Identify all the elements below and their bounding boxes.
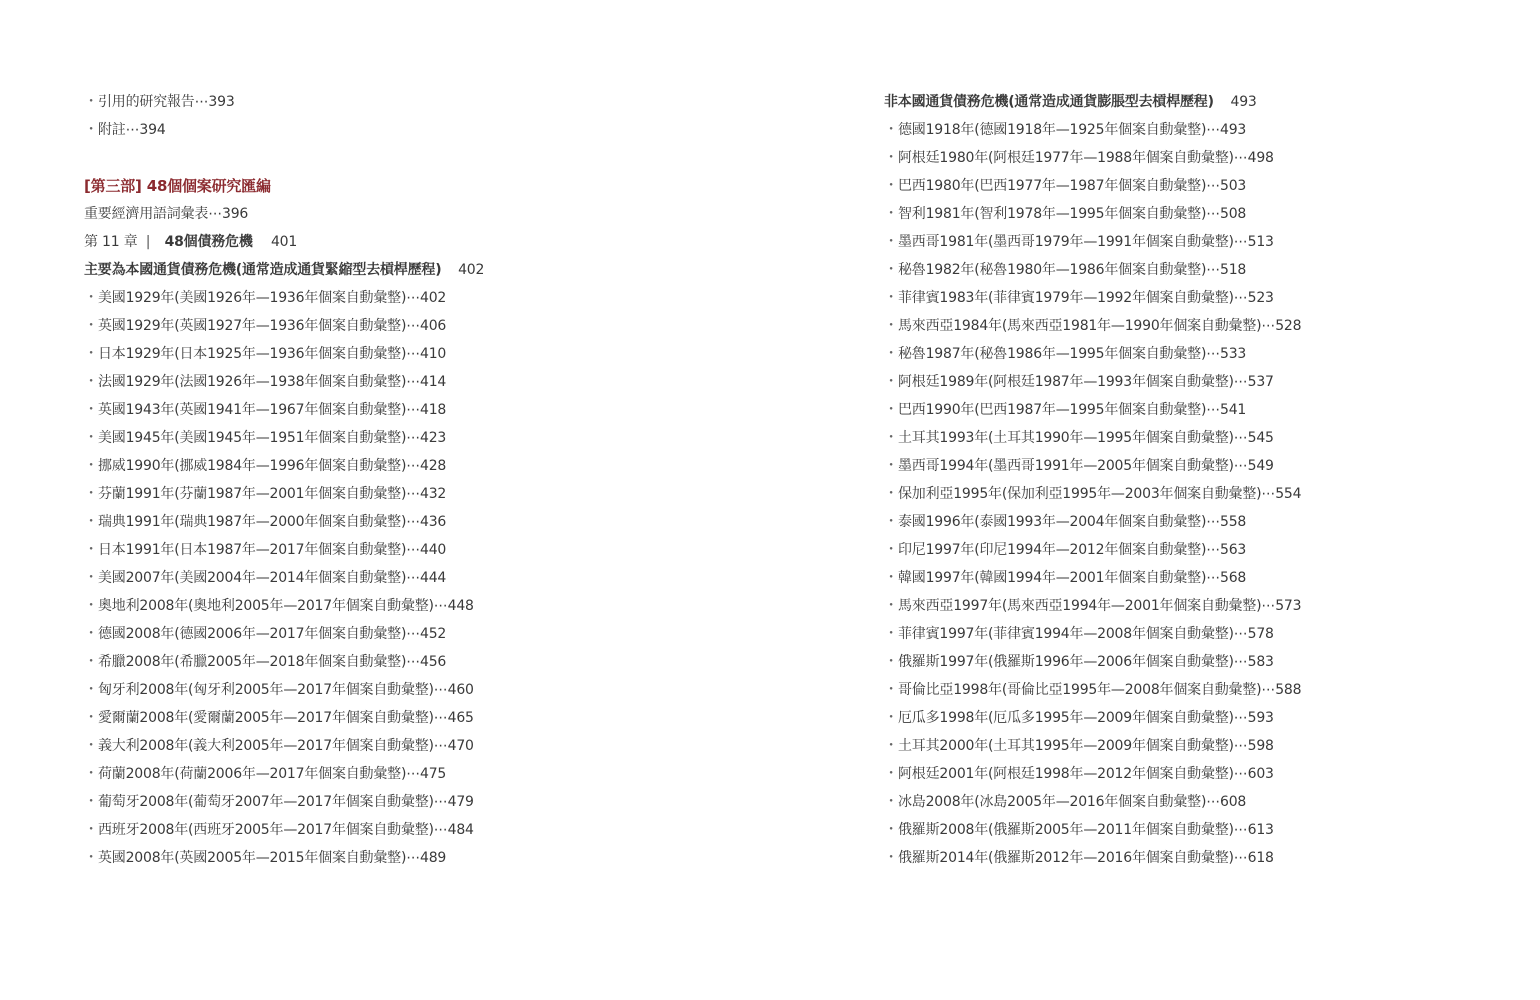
bullet-icon: ・ — [884, 486, 898, 502]
section-heading-domestic — [84, 256, 784, 284]
bullet-icon: ・ — [884, 290, 898, 306]
bullet-icon: ・ — [84, 402, 98, 418]
bullet-icon: ・ — [884, 206, 898, 222]
toc-entry — [84, 116, 784, 144]
bullet-icon: ・ — [884, 346, 898, 362]
toc-entry — [84, 760, 784, 788]
bullet-icon: ・ — [884, 598, 898, 614]
part-heading: [第三部] 48個個案研究匯編 — [84, 177, 271, 195]
toc-entry-text: 俄羅斯2008年(俄羅斯2005年—2011年個案自動彙整)⋯613 — [898, 822, 1274, 838]
bullet-icon: ・ — [84, 682, 98, 698]
toc-entry-text: 阿根廷2001年(阿根廷1998年—2012年個案自動彙整)⋯603 — [898, 766, 1274, 782]
section-page-number: 493 — [1230, 94, 1257, 110]
bullet-icon: ・ — [84, 94, 98, 110]
bullet-icon: ・ — [84, 710, 98, 726]
toc-top-list — [84, 88, 784, 144]
bullet-icon: ・ — [84, 346, 98, 362]
bullet-icon: ・ — [84, 542, 98, 558]
toc-left-column — [84, 88, 784, 872]
chapter-separator: | — [145, 234, 151, 250]
toc-entry — [884, 704, 1524, 732]
toc-entry-text: 俄羅斯2014年(俄羅斯2012年—2016年個案自動彙整)⋯618 — [898, 850, 1274, 866]
bullet-icon: ・ — [84, 122, 98, 138]
toc-entry — [884, 732, 1524, 760]
toc-entry-text: 冰島2008年(冰島2005年—2016年個案自動彙整)⋯608 — [898, 794, 1247, 810]
toc-entry-text: 土耳其1993年(土耳其1990年—1995年個案自動彙整)⋯545 — [898, 430, 1274, 446]
toc-entry-text: 美國1945年(美國1945年—1951年個案自動彙整)⋯423 — [98, 430, 447, 446]
toc-entry — [884, 256, 1524, 284]
toc-entry — [84, 844, 784, 872]
toc-entries-foreign — [884, 116, 1524, 872]
bullet-icon: ・ — [884, 710, 898, 726]
toc-entry-text: 芬蘭1991年(芬蘭1987年—2001年個案自動彙整)⋯432 — [98, 486, 447, 502]
toc-entry — [884, 228, 1524, 256]
toc-entry — [84, 788, 784, 816]
bullet-icon: ・ — [84, 458, 98, 474]
toc-entry — [84, 732, 784, 760]
toc-entry-text: 厄瓜多1998年(厄瓜多1995年—2009年個案自動彙整)⋯593 — [898, 710, 1274, 726]
bullet-icon: ・ — [84, 850, 98, 866]
toc-entry — [884, 760, 1524, 788]
toc-entry-text: 巴西1990年(巴西1987年—1995年個案自動彙整)⋯541 — [898, 402, 1247, 418]
bullet-icon: ・ — [884, 850, 898, 866]
toc-entry — [884, 452, 1524, 480]
toc-entry — [884, 508, 1524, 536]
toc-entry — [884, 564, 1524, 592]
bullet-icon: ・ — [884, 682, 898, 698]
bullet-icon: ・ — [884, 374, 898, 390]
bullet-icon: ・ — [84, 570, 98, 586]
toc-entry — [884, 536, 1524, 564]
toc-entry — [884, 816, 1524, 844]
bullet-icon: ・ — [884, 542, 898, 558]
bullet-icon: ・ — [84, 598, 98, 614]
bullet-icon: ・ — [84, 766, 98, 782]
spacer — [84, 144, 784, 172]
bullet-icon: ・ — [84, 822, 98, 838]
toc-entry — [84, 592, 784, 620]
bullet-icon: ・ — [884, 514, 898, 530]
toc-entry — [884, 116, 1524, 144]
toc-entry-text: 希臘2008年(希臘2005年—2018年個案自動彙整)⋯456 — [98, 654, 447, 670]
chapter-number: 第 11 章 — [84, 234, 138, 250]
toc-entry — [884, 368, 1524, 396]
bullet-icon: ・ — [884, 654, 898, 670]
bullet-icon: ・ — [84, 318, 98, 334]
toc-entry-text: 馬來西亞1984年(馬來西亞1981年—1990年個案自動彙整)⋯528 — [898, 318, 1302, 334]
toc-entry-text: 義大利2008年(義大利2005年—2017年個案自動彙整)⋯470 — [98, 738, 474, 754]
toc-entry — [884, 284, 1524, 312]
toc-entry-text: 法國1929年(法國1926年—1938年個案自動彙整)⋯414 — [98, 374, 447, 390]
toc-entry-text: 德國1918年(德國1918年—1925年個案自動彙整)⋯493 — [898, 122, 1247, 138]
toc-entry-text: 秘魯1987年(秘魯1986年—1995年個案自動彙整)⋯533 — [898, 346, 1247, 362]
bullet-icon: ・ — [84, 626, 98, 642]
bullet-icon: ・ — [84, 486, 98, 502]
toc-entries-domestic — [84, 284, 784, 872]
toc-entry-text: 美國1929年(美國1926年—1936年個案自動彙整)⋯402 — [98, 290, 447, 306]
toc-entry-text: 瑞典1991年(瑞典1987年—2000年個案自動彙整)⋯436 — [98, 514, 447, 530]
chapter-title: 48個債務危機 — [164, 234, 253, 250]
bullet-icon: ・ — [84, 430, 98, 446]
toc-entry-text: 日本1929年(日本1925年—1936年個案自動彙整)⋯410 — [98, 346, 447, 362]
toc-entry-text: 愛爾蘭2008年(愛爾蘭2005年—2017年個案自動彙整)⋯465 — [98, 710, 474, 726]
toc-entry — [84, 648, 784, 676]
bullet-icon: ・ — [84, 654, 98, 670]
toc-entry — [884, 648, 1524, 676]
toc-entry — [884, 144, 1524, 172]
bullet-icon: ・ — [84, 374, 98, 390]
chapter-heading — [84, 228, 784, 256]
bullet-icon: ・ — [884, 178, 898, 194]
toc-entry — [84, 564, 784, 592]
toc-entry-text: 荷蘭2008年(荷蘭2006年—2017年個案自動彙整)⋯475 — [98, 766, 447, 782]
toc-entry-text: 引用的研究報告⋯393 — [98, 94, 235, 110]
toc-entry — [884, 844, 1524, 872]
toc-entry — [884, 480, 1524, 508]
toc-entry-text: 英國2008年(英國2005年—2015年個案自動彙整)⋯489 — [98, 850, 447, 866]
bullet-icon: ・ — [884, 794, 898, 810]
toc-entry-text: 奧地利2008年(奧地利2005年—2017年個案自動彙整)⋯448 — [98, 598, 474, 614]
bullet-icon: ・ — [884, 570, 898, 586]
toc-entry — [84, 452, 784, 480]
toc-entry — [84, 396, 784, 424]
toc-entry — [84, 620, 784, 648]
bullet-icon: ・ — [884, 626, 898, 642]
toc-entry — [884, 424, 1524, 452]
toc-entry-text: 美國2007年(美國2004年—2014年個案自動彙整)⋯444 — [98, 570, 447, 586]
bullet-icon: ・ — [84, 514, 98, 530]
bullet-icon: ・ — [884, 430, 898, 446]
toc-entry — [884, 592, 1524, 620]
toc-entry — [884, 200, 1524, 228]
toc-entry — [884, 312, 1524, 340]
toc-entry-text: 智利1981年(智利1978年—1995年個案自動彙整)⋯508 — [898, 206, 1247, 222]
toc-entry-text: 菲律賓1983年(菲律賓1979年—1992年個案自動彙整)⋯523 — [898, 290, 1274, 306]
toc-entry — [884, 340, 1524, 368]
bullet-icon: ・ — [884, 402, 898, 418]
toc-entry-text: 西班牙2008年(西班牙2005年—2017年個案自動彙整)⋯484 — [98, 822, 474, 838]
toc-entry — [84, 368, 784, 396]
toc-entry — [84, 816, 784, 844]
bullet-icon: ・ — [884, 234, 898, 250]
toc-entry-text: 保加利亞1995年(保加利亞1995年—2003年個案自動彙整)⋯554 — [898, 486, 1302, 502]
chapter-page-number: 401 — [270, 234, 298, 250]
bullet-icon: ・ — [884, 822, 898, 838]
toc-entry-text: 墨西哥1981年(墨西哥1979年—1991年個案自動彙整)⋯513 — [898, 234, 1274, 250]
toc-entry-text: 葡萄牙2008年(葡萄牙2007年—2017年個案自動彙整)⋯479 — [98, 794, 474, 810]
toc-entry — [84, 424, 784, 452]
toc-entry — [84, 88, 784, 116]
toc-entry-text: 菲律賓1997年(菲律賓1994年—2008年個案自動彙整)⋯578 — [898, 626, 1274, 642]
toc-entry-text: 韓國1997年(韓國1994年—2001年個案自動彙整)⋯568 — [898, 570, 1247, 586]
toc-entry — [84, 676, 784, 704]
bullet-icon: ・ — [884, 458, 898, 474]
bullet-icon: ・ — [884, 738, 898, 754]
toc-entry-text: 秘魯1982年(秘魯1980年—1986年個案自動彙整)⋯518 — [898, 262, 1247, 278]
bullet-icon: ・ — [884, 766, 898, 782]
toc-entry-text: 阿根廷1989年(阿根廷1987年—1993年個案自動彙整)⋯537 — [898, 374, 1274, 390]
bullet-icon: ・ — [884, 122, 898, 138]
section-page-number: 402 — [458, 262, 485, 278]
toc-entry-text: 哥倫比亞1998年(哥倫比亞1995年—2008年個案自動彙整)⋯588 — [898, 682, 1302, 698]
toc-entry — [84, 340, 784, 368]
toc-right-column — [884, 88, 1524, 872]
toc-entry — [884, 788, 1524, 816]
toc-entry-text: 馬來西亞1997年(馬來西亞1994年—2001年個案自動彙整)⋯573 — [898, 598, 1302, 614]
bullet-icon: ・ — [884, 318, 898, 334]
toc-entry — [84, 508, 784, 536]
toc-entry — [884, 172, 1524, 200]
toc-entry-text: 日本1991年(日本1987年—2017年個案自動彙整)⋯440 — [98, 542, 447, 558]
toc-entry — [84, 536, 784, 564]
glossary-entry: 重要經濟用語詞彙表⋯396 — [84, 206, 249, 222]
toc-entry — [884, 396, 1524, 424]
bullet-icon: ・ — [84, 794, 98, 810]
section-title: 主要為本國通貨債務危機(通常造成通貨緊縮型去槓桿歷程) — [84, 262, 442, 278]
toc-entry-text: 土耳其2000年(土耳其1995年—2009年個案自動彙整)⋯598 — [898, 738, 1274, 754]
toc-entry — [884, 676, 1524, 704]
bullet-icon: ・ — [884, 262, 898, 278]
toc-entry-text: 巴西1980年(巴西1977年—1987年個案自動彙整)⋯503 — [898, 178, 1247, 194]
toc-entry — [84, 704, 784, 732]
toc-entry-text: 英國1929年(英國1927年—1936年個案自動彙整)⋯406 — [98, 318, 447, 334]
toc-entry-text: 泰國1996年(泰國1993年—2004年個案自動彙整)⋯558 — [898, 514, 1247, 530]
bullet-icon: ・ — [884, 150, 898, 166]
toc-entry-text: 挪威1990年(挪威1984年—1996年個案自動彙整)⋯428 — [98, 458, 447, 474]
section-title: 非本國通貨債務危機(通常造成通貨膨脹型去槓桿歷程) — [884, 94, 1214, 110]
toc-entry-text: 印尼1997年(印尼1994年—2012年個案自動彙整)⋯563 — [898, 542, 1247, 558]
toc-entry-text: 匈牙利2008年(匈牙利2005年—2017年個案自動彙整)⋯460 — [98, 682, 474, 698]
bullet-icon: ・ — [84, 290, 98, 306]
toc-entry-text: 德國2008年(德國2006年—2017年個案自動彙整)⋯452 — [98, 626, 447, 642]
toc-entry-text: 英國1943年(英國1941年—1967年個案自動彙整)⋯418 — [98, 402, 447, 418]
toc-entry — [84, 480, 784, 508]
toc-entry — [884, 620, 1524, 648]
toc-entry-text: 附註⋯394 — [98, 122, 166, 138]
toc-entry — [84, 284, 784, 312]
toc-entry — [84, 312, 784, 340]
toc-entry-text: 俄羅斯1997年(俄羅斯1996年—2006年個案自動彙整)⋯583 — [898, 654, 1274, 670]
bullet-icon: ・ — [84, 738, 98, 754]
toc-entry-text: 阿根廷1980年(阿根廷1977年—1988年個案自動彙整)⋯498 — [898, 150, 1274, 166]
section-heading-foreign — [884, 88, 1524, 116]
toc-entry-text: 墨西哥1994年(墨西哥1991年—2005年個案自動彙整)⋯549 — [898, 458, 1274, 474]
